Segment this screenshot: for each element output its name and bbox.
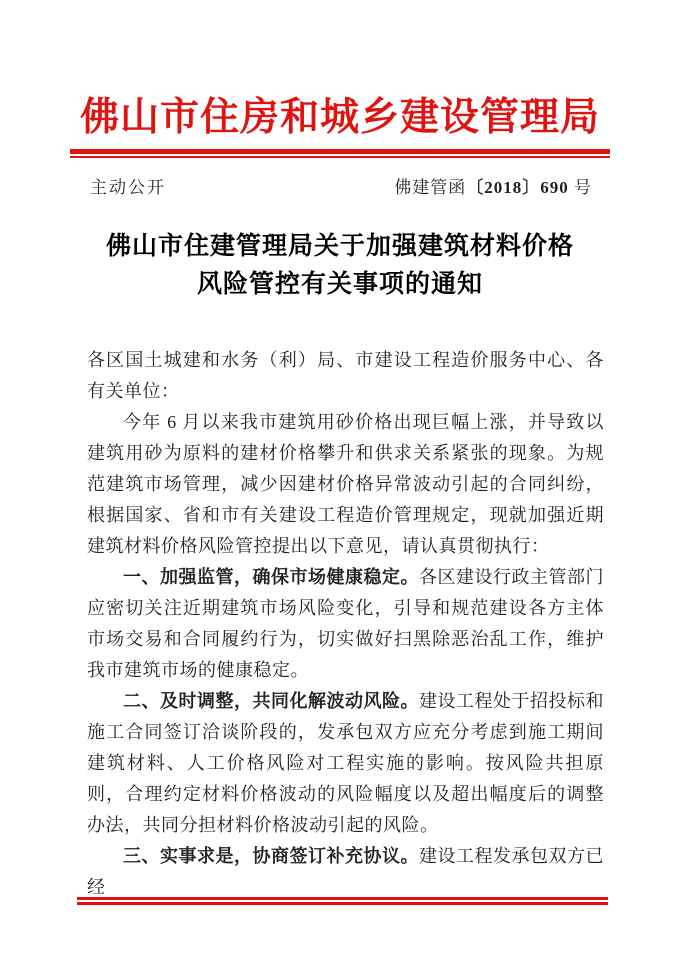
paragraph-section-2 — [87, 686, 604, 841]
disclosure-label: 主动公开 — [90, 177, 166, 197]
section-3-text: 建设工程发承包双方已经 — [87, 845, 604, 897]
paragraph-intro — [87, 407, 604, 562]
letterhead-title: 佛山市住房和城乡建设管理局 — [79, 96, 600, 139]
document-title-line2: 风险管控有关事项的通知 — [196, 270, 483, 298]
paragraph-section-3 — [87, 841, 604, 903]
section-1-text: 各区建设行政主管部门应密切关注近期建筑市场风险变化，引导和规范建设各方主体市场交易和合同履约行为，切实做好扫黑除恶治乱工作，维护我市建筑市场的健康稳定。 — [87, 566, 604, 680]
section-1-heading: 一、加强监管，确保市场健康稳定。 — [123, 566, 419, 587]
section-3-heading: 三、实事求是，协商签订补充协议。 — [123, 845, 419, 866]
section-2-heading: 二、及时调整，共同化解波动风险。 — [123, 690, 419, 711]
document-title — [0, 228, 680, 304]
page-bottom-divider — [77, 897, 608, 905]
paragraph-intro-text: 今年 6 月以来我市建筑用砂价格出现巨幅上涨，并导致以建筑用砂为原料的建材价格攀升和供求关系紧张的现象。为规范建筑市场管理，减少因建材价格异常波动引起的合同纠纷，根据国家、省和市有关建设工程造价管理规定，现就加强近期建筑材料价格风险管控提出以下意见，请认真贯彻执行： — [87, 411, 604, 556]
meta-row — [90, 173, 592, 198]
document-body — [87, 345, 604, 903]
section-2-text: 建设工程处于招投标和施工合同签订洽谈阶段的，发承包双方应充分考虑到施工期间建筑材料、人工价格风险对工程实施的影响。按风险共担原则，合理约定材料价格波动的风险幅度以及超出幅度后的调整办法，共同分担材料价格波动引起的风险。 — [87, 690, 604, 835]
document-number-suffix: 号 — [568, 177, 592, 197]
document-title-line1: 佛山市住建管理局关于加强建筑材料价格 — [105, 232, 574, 260]
document-number-prefix: 佛建管函 — [394, 177, 467, 197]
salutation: 各区国土城建和水务（利）局、市建设工程造价服务中心、各有关单位： — [87, 349, 604, 401]
paragraph-section-1 — [87, 562, 604, 686]
document-number-year: 〔2018〕690 — [466, 177, 569, 197]
letterhead-divider — [70, 149, 610, 158]
document-number — [394, 173, 592, 198]
